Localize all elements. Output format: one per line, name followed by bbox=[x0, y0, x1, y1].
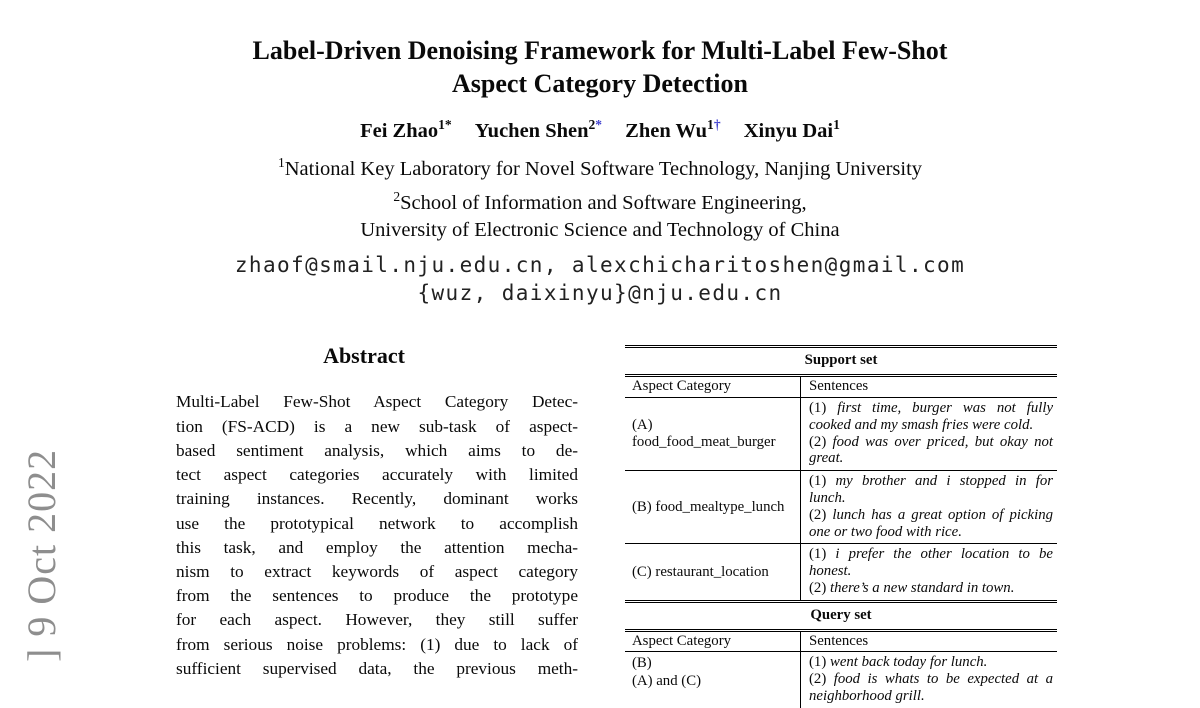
author-superscript-blue: * bbox=[595, 117, 603, 132]
table-row-query bbox=[625, 651, 1057, 707]
affiliations bbox=[0, 149, 1200, 245]
sentence-line bbox=[809, 400, 1053, 434]
table-row-support-b bbox=[625, 470, 1057, 543]
table-row-support-a bbox=[625, 397, 1057, 470]
abstract-line: tect aspect categories accurately with limited bbox=[176, 465, 578, 485]
sentence-number: (2) bbox=[809, 433, 827, 450]
table-title-support-set: Support set bbox=[625, 345, 1057, 377]
paper-header bbox=[0, 0, 1200, 307]
abstract-line: use the prototypical network to accomplish bbox=[176, 513, 578, 533]
author-superscript: 1 bbox=[833, 117, 840, 132]
sentence-text: there’s a new standard in town. bbox=[829, 580, 1015, 597]
category-cell: (A) food_food_meat_burger bbox=[632, 417, 776, 451]
author-name: Xinyu Dai bbox=[743, 119, 834, 142]
category-line: (B) bbox=[632, 655, 652, 672]
sentence-text: first time, burger was not fully cooked and my smash fries were cold. bbox=[809, 400, 1054, 433]
sentence-number: (1) bbox=[809, 654, 827, 671]
two-column-body bbox=[150, 343, 1200, 707]
sentence-line bbox=[809, 546, 1053, 580]
paper-title-line2: Aspect Category Detection bbox=[451, 69, 748, 98]
email-line: {wuz, daixinyu}@nju.edu.cn bbox=[417, 281, 783, 306]
table-header-row bbox=[625, 632, 1057, 652]
abstract-paragraph bbox=[176, 390, 578, 680]
sentence-text: i prefer the other location to be honest. bbox=[809, 546, 1053, 580]
table-row-support-c bbox=[625, 543, 1057, 599]
table-header-row bbox=[625, 377, 1057, 397]
abstract-line: sufficient supervised data, the previous meth- bbox=[176, 658, 578, 678]
sentence-line bbox=[809, 671, 1053, 705]
support-query-table bbox=[625, 345, 1057, 707]
sentences-cell bbox=[800, 544, 1057, 599]
sentence-number: (1) bbox=[809, 473, 827, 490]
author-name: Zhen Wu bbox=[625, 119, 708, 142]
abstract-heading: Abstract bbox=[323, 343, 405, 369]
author-yuchen-shen bbox=[474, 117, 603, 142]
author-list bbox=[0, 117, 1200, 143]
affiliation-superscript: 2 bbox=[393, 188, 401, 204]
affiliation-line bbox=[0, 183, 1200, 217]
table-title-query-set: Query set bbox=[625, 600, 1057, 632]
author-xinyu-dai bbox=[743, 117, 840, 142]
affiliation-superscript: 1 bbox=[277, 154, 285, 170]
sentence-number: (1) bbox=[809, 400, 827, 417]
abstract-line: training instances. Recently, dominant works bbox=[176, 489, 578, 509]
sentences-cell bbox=[800, 471, 1057, 543]
example-table-column bbox=[625, 343, 1057, 707]
sentence-text: my brother and i stopped in for lunch. bbox=[809, 473, 1053, 507]
sentences-cell bbox=[800, 652, 1057, 707]
category-cell bbox=[625, 652, 800, 692]
sentence-number: (2) bbox=[809, 580, 827, 597]
sentence-text: food was over priced, but okay not great. bbox=[809, 433, 1053, 467]
author-name: Fei Zhao bbox=[360, 119, 439, 142]
arxiv-watermark: ] 9 Oct 2022 bbox=[19, 448, 64, 662]
category-line: (A) and (C) bbox=[632, 673, 702, 690]
author-superscript: 2 bbox=[588, 117, 596, 132]
abstract-line: for each aspect. However, they still suffer bbox=[176, 610, 578, 630]
paper-title bbox=[0, 34, 1200, 100]
category-cell: (B) food_mealtype_lunch bbox=[632, 498, 785, 515]
sentence-number: (2) bbox=[809, 506, 827, 523]
sentence-text: food is whats to be expected at a neighborhood grill. bbox=[809, 671, 1053, 705]
author-superscript-blue: † bbox=[713, 117, 721, 132]
author-name: Yuchen Shen bbox=[474, 119, 589, 142]
sentence-line bbox=[809, 507, 1053, 541]
sentence-line bbox=[809, 580, 1053, 597]
abstract-line: this task, and employ the attention mecha- bbox=[176, 537, 578, 557]
column-header-sentences: Sentences bbox=[800, 377, 1057, 397]
column-header-sentences: Sentences bbox=[800, 632, 1057, 652]
category-cell: (C) restaurant_location bbox=[632, 563, 769, 580]
author-superscript: 1 bbox=[707, 117, 714, 132]
abstract-line: Multi-Label Few-Shot Aspect Category Detec- bbox=[176, 392, 578, 412]
sentence-line bbox=[809, 434, 1053, 468]
affiliation-line bbox=[0, 216, 1200, 244]
sentence-text: lunch has a great option of picking one or two food with rice. bbox=[809, 506, 1054, 540]
sentence-line bbox=[809, 473, 1053, 507]
affiliation-text: National Key Laboratory for Novel Software Technology, Nanjing University bbox=[284, 157, 923, 180]
sentence-number: (1) bbox=[809, 546, 827, 563]
sentences-cell bbox=[800, 398, 1057, 470]
sentence-line bbox=[809, 654, 1053, 671]
affiliation-line bbox=[0, 149, 1200, 183]
sentence-number: (2) bbox=[809, 671, 827, 688]
abstract-line: tion (FS-ACD) is a new sub-task of aspect- bbox=[176, 416, 578, 436]
paper-title-line1: Label-Driven Denoising Framework for Multi-Label Few-Shot bbox=[252, 36, 948, 65]
abstract-line: nism to extract keywords of aspect category bbox=[176, 561, 578, 581]
affiliation-text: University of Electronic Science and Technology of China bbox=[360, 219, 840, 242]
author-zhen-wu bbox=[625, 117, 721, 142]
column-header-aspect-category: Aspect Category bbox=[632, 378, 732, 395]
abstract-line: from the sentences to produce the prototype bbox=[176, 586, 578, 606]
author-superscript: 1* bbox=[438, 117, 452, 132]
abstract-column bbox=[150, 343, 578, 707]
abstract-line: based sentiment analysis, which aims to de- bbox=[176, 440, 578, 460]
affiliation-text: School of Information and Software Engineering, bbox=[400, 191, 807, 214]
author-emails bbox=[0, 251, 1200, 307]
sentence-text: went back today for lunch. bbox=[829, 654, 988, 671]
author-fei-zhao bbox=[360, 117, 452, 142]
abstract-line: from serious noise problems: (1) due to lack of bbox=[176, 634, 578, 654]
column-header-aspect-category: Aspect Category bbox=[632, 632, 732, 649]
email-line: zhaof@smail.nju.edu.cn, alexchicharitoshen@gmail.com bbox=[234, 253, 966, 278]
